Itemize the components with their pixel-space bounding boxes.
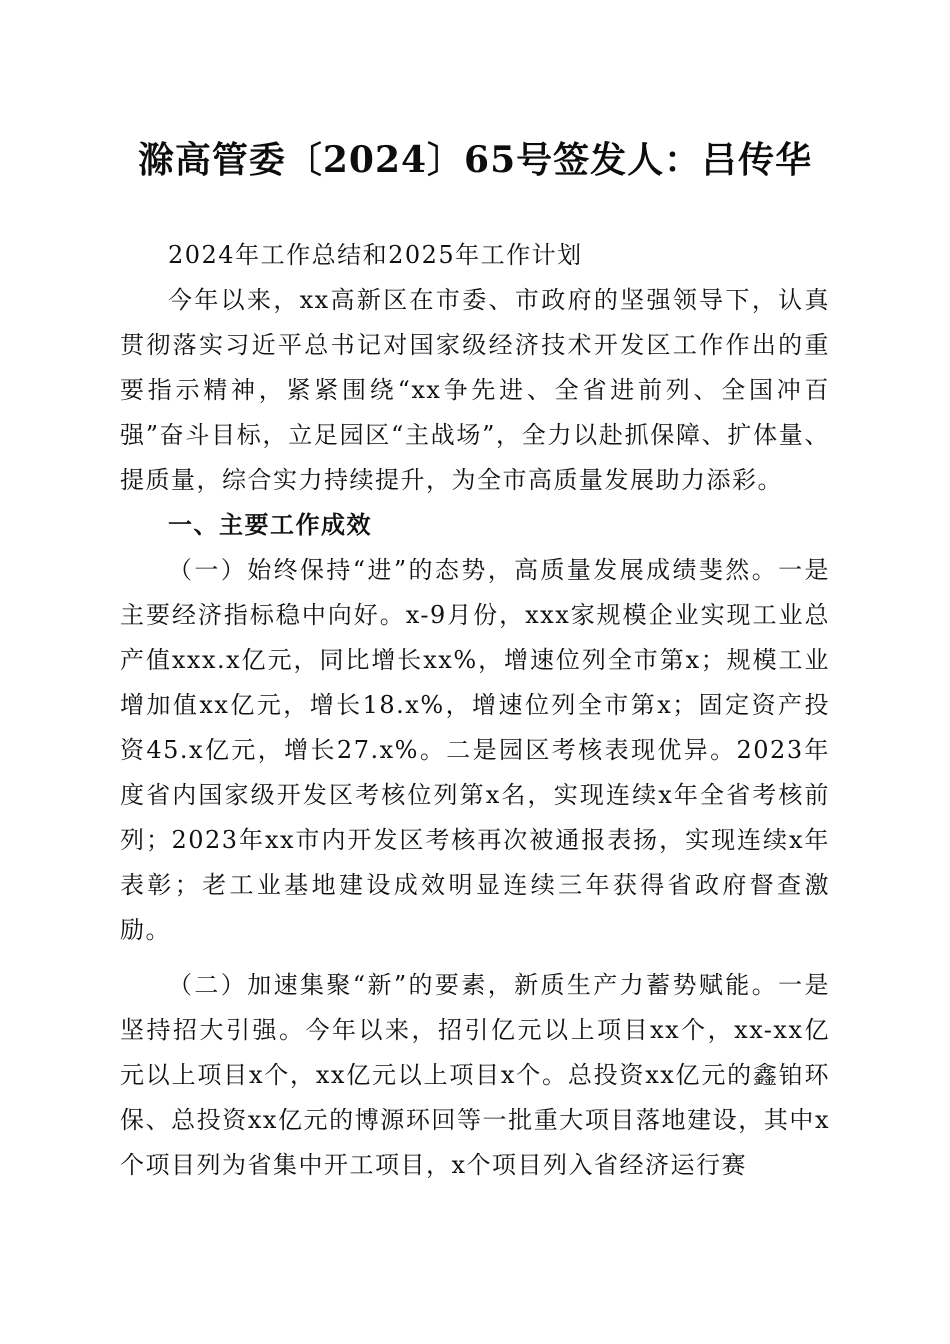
paragraph-body-2: 一是坚持招大引强。今年以来，招引亿元以上项目xx个，xx-xx亿元以上项目x个，xx亿元以上项目x个。总投资xx亿元的鑫铂环保、总投资xx亿元的博源环回等一批重大项目落地建设，其中x个项目列为省集中开工项目，x个项目列入省经济运行赛 bbox=[120, 971, 830, 1179]
document-title: 滁高管委〔2024〕65号签发人：吕传华 bbox=[137, 139, 813, 181]
achievement-paragraph-1 bbox=[120, 548, 830, 953]
intro-paragraph: 今年以来，xx高新区在市委、市政府的坚强领导下，认真贯彻落实习近平总书记对国家级经济技术开发区工作作出的重要指示精神，紧紧围绕“xx争先进、全省进前列、全国冲百强”奋斗目标，立足园区“主战场”，全力以赴抓保障、扩体量、提质量，综合实力持续提升，为全市高质量发展助力添彩。 bbox=[120, 286, 830, 494]
document-body bbox=[120, 233, 830, 1188]
paragraph-body-1: 一是主要经济指标稳中向好。x-9月份，xxx家规模企业实现工业总产值xxx.x亿元，同比增长xx%，增速位列全市第x；规模工业增加值xx亿元，增长18.x%，增速位列全市第x；固定资产投资45.x亿元，增长27.x%。二是园区考核表现优异。2023年度省内国家级开发区考核位列第x名，实现连续x年全省考核前列；2023年xx市内开发区考核再次被通报表扬，实现连续x年表彰；老工业基地建设成效明显连续三年获得省政府督查激励。 bbox=[120, 556, 830, 944]
achievement-paragraph-2 bbox=[120, 963, 830, 1188]
document-subtitle: 2024年工作总结和2025年工作计划 bbox=[168, 241, 583, 269]
paragraph-heading-2: （二）加速集聚“新”的要素，新质生产力蓄势赋能。 bbox=[168, 971, 779, 999]
paragraph-heading-1: （一）始终保持“进”的态势，高质量发展成绩斐然。 bbox=[168, 556, 779, 584]
section-heading: 一、主要工作成效 bbox=[168, 511, 372, 539]
